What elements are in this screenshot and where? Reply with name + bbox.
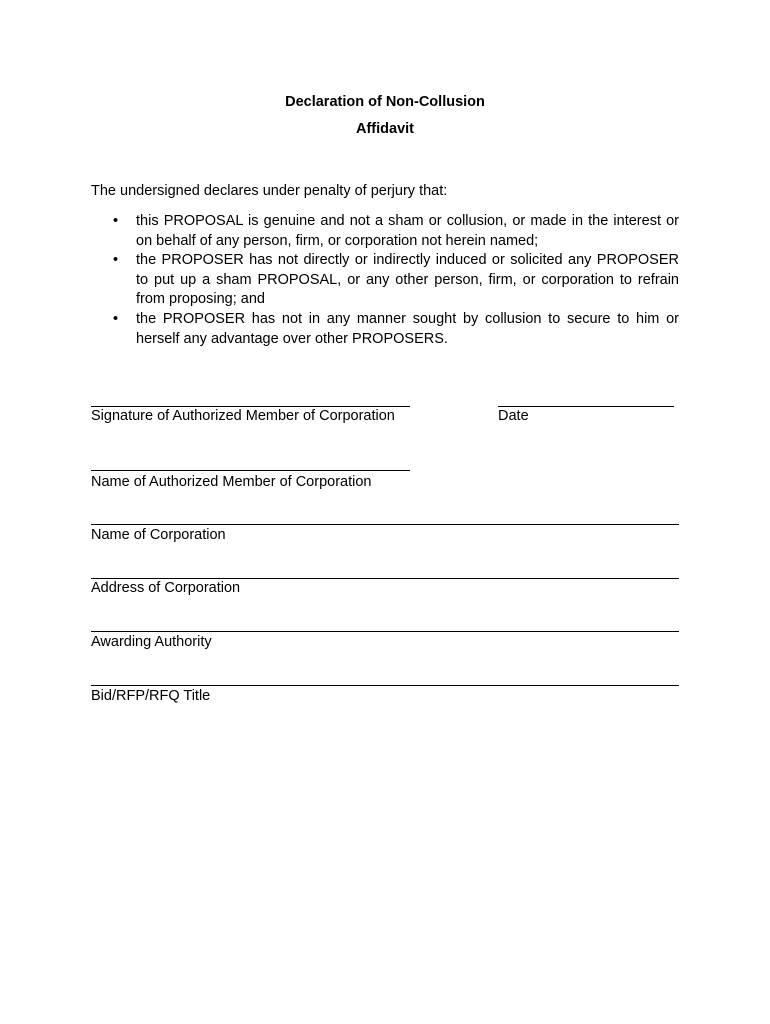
bid-title-label: Bid/RFP/RFQ Title xyxy=(91,688,211,704)
document-title: Declaration of Non-Collusion xyxy=(285,94,485,110)
document-subtitle: Affidavit xyxy=(356,121,414,137)
bullet-icon: • xyxy=(113,213,119,229)
list-item xyxy=(91,251,679,310)
intro-statement: The undersigned declares under penalty of perjury that: xyxy=(91,183,448,199)
date-label: Date xyxy=(498,408,529,424)
bullet-icon: • xyxy=(113,252,119,269)
corporation-name-line[interactable] xyxy=(91,524,679,525)
signature-label: Signature of Authorized Member of Corporation xyxy=(91,408,395,424)
corporation-address-label: Address of Corporation xyxy=(91,580,241,596)
signature-line[interactable] xyxy=(91,406,410,407)
list-item xyxy=(91,212,679,251)
bullet-icon: • xyxy=(113,310,119,327)
date-line[interactable] xyxy=(498,406,674,407)
awarding-authority-line[interactable] xyxy=(91,631,679,632)
list-item xyxy=(91,310,679,349)
bid-title-line[interactable] xyxy=(91,685,679,686)
corporation-address-line[interactable] xyxy=(91,578,679,579)
member-name-label: Name of Authorized Member of Corporation xyxy=(91,474,372,490)
list-item-text: this PROPOSAL is genuine and not a sham or collusion, or made in the interest or on behalf of any person, firm, or corporation not herein named; xyxy=(136,213,679,249)
list-item-text: the PROPOSER has not in any manner sought by collusion to secure to him or herself any advantage over other PROPOSERS. xyxy=(136,310,679,347)
declaration-list xyxy=(91,212,679,349)
list-item-text: the PROPOSER has not directly or indirectly induced or solicited any PROPOSER to put up a sham PROPOSAL, or any other person, firm, or corporation to refrain from proposing; and xyxy=(136,252,679,308)
awarding-authority-label: Awarding Authority xyxy=(91,634,212,650)
member-name-line[interactable] xyxy=(91,470,410,471)
corporation-name-label: Name of Corporation xyxy=(91,527,226,543)
